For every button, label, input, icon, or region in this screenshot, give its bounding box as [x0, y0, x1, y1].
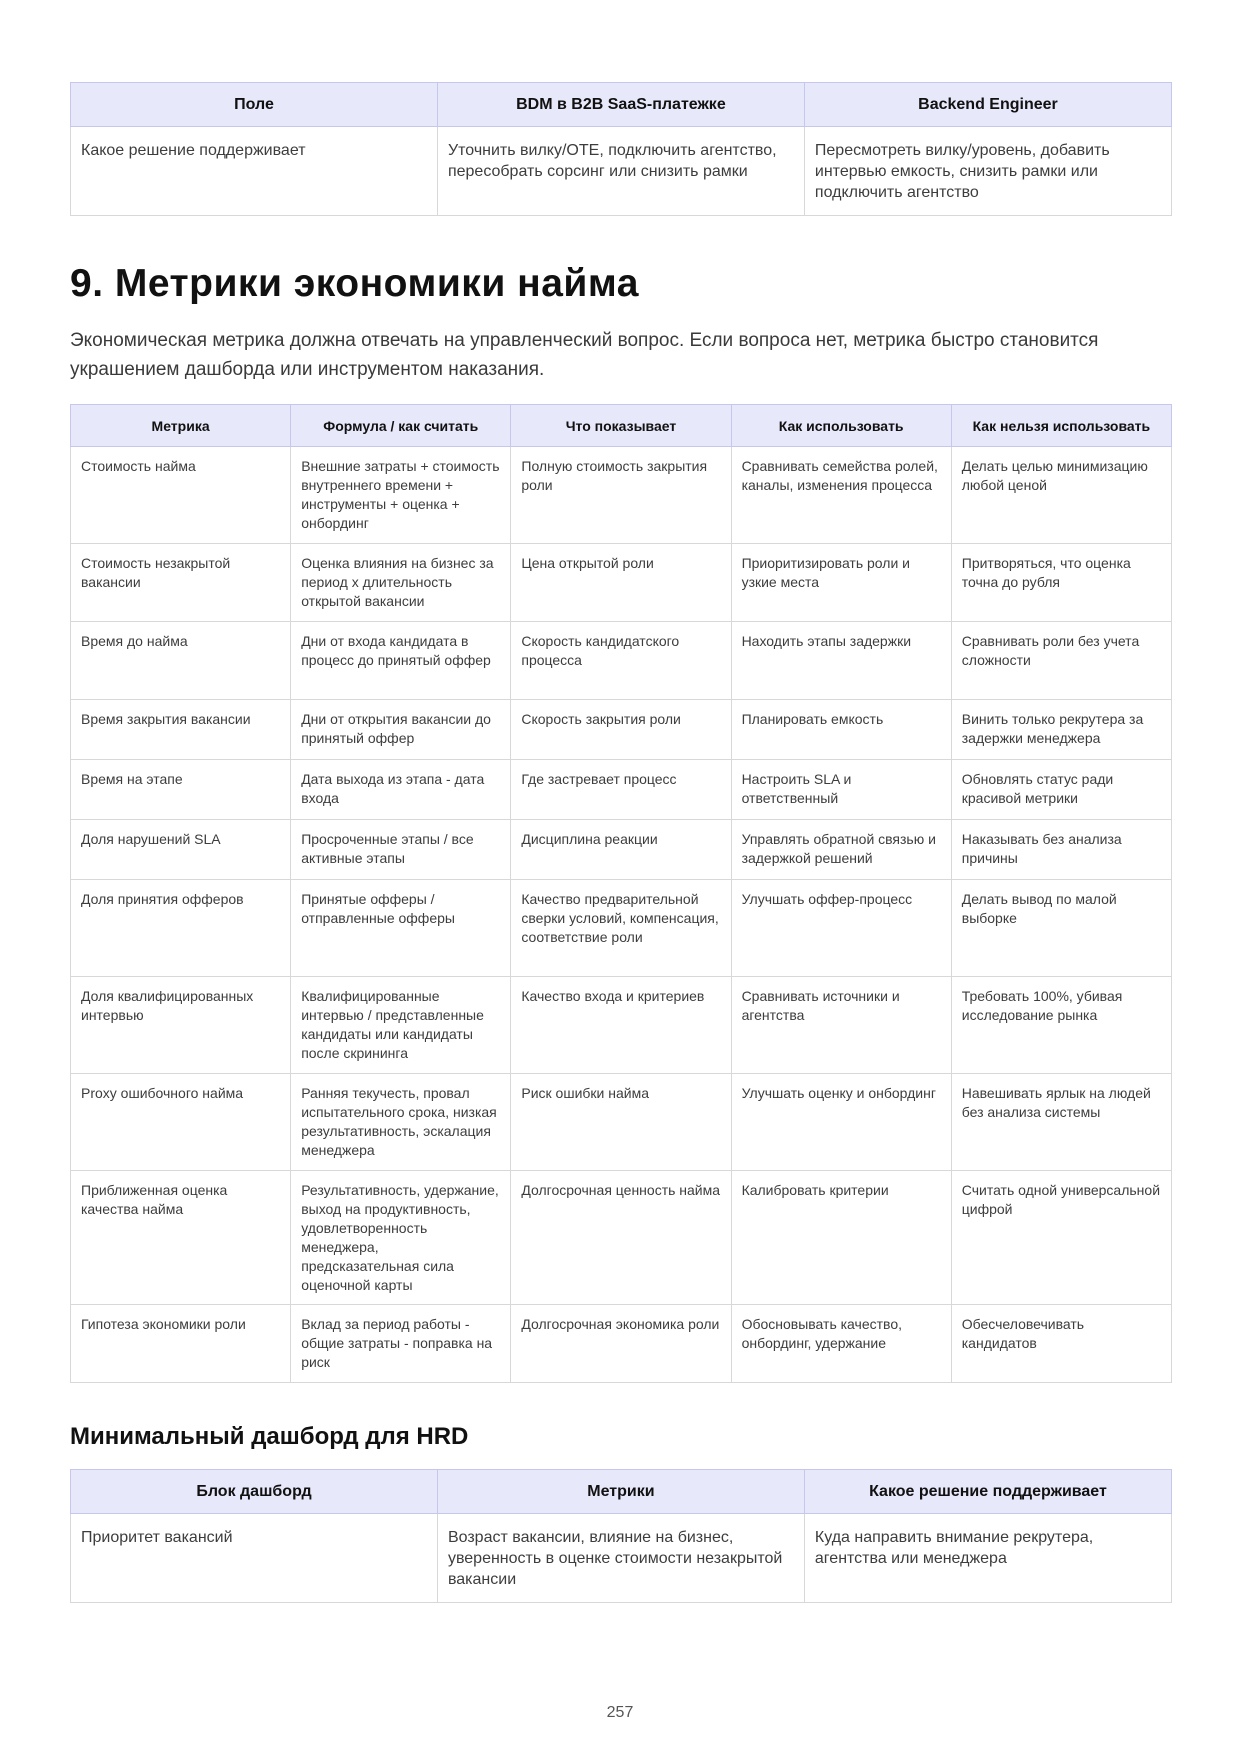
table-cell: Просроченные этапы / все активные этапы: [291, 820, 511, 880]
table-cell: Управлять обратной связью и задержкой решений: [731, 820, 951, 880]
table-cell: Качество входа и критериев: [511, 977, 731, 1074]
table-cell: Находить этапы задержки: [731, 622, 951, 700]
table-cell: Время до найма: [71, 622, 291, 700]
table-cell: Приближенная оценка качества найма: [71, 1171, 291, 1305]
table-cell: Дисциплина реакции: [511, 820, 731, 880]
table-cell: Оценка влияния на бизнес за период х длительность открытой вакансии: [291, 544, 511, 622]
table-cell: Принятые офферы / отправленные офферы: [291, 880, 511, 977]
table-cell: Настроить SLA и ответственный: [731, 760, 951, 820]
table-row: [71, 977, 1172, 1074]
table-cell: Калибровать критерии: [731, 1171, 951, 1305]
table-cell: Планировать емкость: [731, 700, 951, 760]
table-row: [71, 820, 1172, 880]
table-cell: Дни от открытия вакансии до принятый оффер: [291, 700, 511, 760]
table-cell: Улучшать оффер-процесс: [731, 880, 951, 977]
table-cell: Доля нарушений SLA: [71, 820, 291, 880]
table-cell: Дни от входа кандидата в процесс до принятый оффер: [291, 622, 511, 700]
top-table: [70, 82, 1172, 216]
table-cell: Наказывать без анализа причины: [951, 820, 1171, 880]
table-header-row: [71, 83, 1172, 127]
table-cell: Улучшать оценку и онбординг: [731, 1074, 951, 1171]
table-cell: Время на этапе: [71, 760, 291, 820]
table-cell: Квалифицированные интервью / представленные кандидаты или кандидаты после скрининга: [291, 977, 511, 1074]
table-row: [71, 127, 1172, 216]
table-row: [71, 447, 1172, 544]
table-row: [71, 544, 1172, 622]
table-cell: Время закрытия вакансии: [71, 700, 291, 760]
table-cell: Качество предварительной сверки условий, компенсация, соответствие роли: [511, 880, 731, 977]
dashboard-table: [70, 1469, 1172, 1603]
column-header: Поле: [71, 83, 438, 127]
table-cell: Винить только рекрутера за задержки менеджера: [951, 700, 1171, 760]
table-cell: Скорость закрытия роли: [511, 700, 731, 760]
table-cell: Proxy ошибочного найма: [71, 1074, 291, 1171]
page-number: 257: [606, 1704, 634, 1721]
table-cell: Какое решение поддерживает: [71, 127, 438, 216]
table-cell: Вклад за период работы - общие затраты - поправка на риск: [291, 1305, 511, 1383]
metrics-table: [70, 404, 1172, 1383]
table-cell: Сравнивать источники и агентства: [731, 977, 951, 1074]
table-cell: Где застревает процесс: [511, 760, 731, 820]
table-cell: Стоимость незакрытой вакансии: [71, 544, 291, 622]
table-cell: Навешивать ярлык на людей без анализа системы: [951, 1074, 1171, 1171]
table-cell: Внешние затраты + стоимость внутреннего времени + инструменты + оценка + онбординг: [291, 447, 511, 544]
table-cell: Обесчеловечивать кандидатов: [951, 1305, 1171, 1383]
table-cell: Ранняя текучесть, провал испытательного срока, низкая результативность, эскалация менеджера: [291, 1074, 511, 1171]
table-row: [71, 1514, 1172, 1603]
table-cell: Пересмотреть вилку/уровень, добавить интервью емкость, снизить рамки или подключить агентство: [804, 127, 1171, 216]
section-intro: Экономическая метрика должна отвечать на управленческий вопрос. Если вопроса нет, метрика быстро становится украшением дашборда или инструментом наказания.: [70, 330, 1099, 380]
column-header: Метрика: [71, 405, 291, 447]
table-cell: Притворяться, что оценка точна до рубля: [951, 544, 1171, 622]
column-header: Backend Engineer: [804, 83, 1171, 127]
table-cell: Обновлять статус ради красивой метрики: [951, 760, 1171, 820]
table-cell: Приоритизировать роли и узкие места: [731, 544, 951, 622]
table-cell: Делать целью минимизацию любой ценой: [951, 447, 1171, 544]
table-cell: Куда направить внимание рекрутера, агентства или менеджера: [804, 1514, 1171, 1603]
section-title: 9. Метрики экономики найма: [70, 262, 639, 305]
table-row: [71, 1171, 1172, 1305]
table-cell: Сравнивать семейства ролей, каналы, изменения процесса: [731, 447, 951, 544]
table-cell: Доля квалифицированных интервью: [71, 977, 291, 1074]
table-cell: Обосновывать качество, онбординг, удержание: [731, 1305, 951, 1383]
table-row: [71, 622, 1172, 700]
table-row: [71, 880, 1172, 977]
column-header: Блок дашборд: [71, 1470, 438, 1514]
table-cell: Требовать 100%, убивая исследование рынка: [951, 977, 1171, 1074]
table-row: [71, 700, 1172, 760]
table-cell: Стоимость найма: [71, 447, 291, 544]
column-header: Как нельзя использовать: [951, 405, 1171, 447]
table-cell: Считать одной универсальной цифрой: [951, 1171, 1171, 1305]
dashboard-title: Минимальный дашборд для HRD: [70, 1423, 469, 1450]
document-page: [70, 82, 1172, 1603]
table-cell: Дата выхода из этапа - дата входа: [291, 760, 511, 820]
table-cell: Долгосрочная экономика роли: [511, 1305, 731, 1383]
column-header: Формула / как считать: [291, 405, 511, 447]
table-header-row: [71, 405, 1172, 447]
table-cell: Доля принятия офферов: [71, 880, 291, 977]
column-header: Как использовать: [731, 405, 951, 447]
table-header-row: [71, 1470, 1172, 1514]
table-cell: Гипотеза экономики роли: [71, 1305, 291, 1383]
table-cell: Скорость кандидатского процесса: [511, 622, 731, 700]
table-cell: Сравнивать роли без учета сложности: [951, 622, 1171, 700]
table-cell: Делать вывод по малой выборке: [951, 880, 1171, 977]
column-header: BDM в B2B SaaS-платежке: [437, 83, 804, 127]
table-cell: Результативность, удержание, выход на продуктивность, удовлетворенность менеджера, предсказательная сила оценочной карты: [291, 1171, 511, 1305]
table-cell: Риск ошибки найма: [511, 1074, 731, 1171]
column-header: Какое решение поддерживает: [804, 1470, 1171, 1514]
table-row: [71, 1074, 1172, 1171]
table-row: [71, 1305, 1172, 1383]
table-cell: Долгосрочная ценность найма: [511, 1171, 731, 1305]
table-row: [71, 760, 1172, 820]
table-cell: Цена открытой роли: [511, 544, 731, 622]
column-header: Метрики: [437, 1470, 804, 1514]
table-cell: Уточнить вилку/OTE, подключить агентство, пересобрать сорсинг или снизить рамки: [437, 127, 804, 216]
table-cell: Полную стоимость закрытия роли: [511, 447, 731, 544]
column-header: Что показывает: [511, 405, 731, 447]
table-cell: Возраст вакансии, влияние на бизнес, уверенность в оценке стоимости незакрытой вакансии: [437, 1514, 804, 1603]
table-cell: Приоритет вакансий: [71, 1514, 438, 1603]
